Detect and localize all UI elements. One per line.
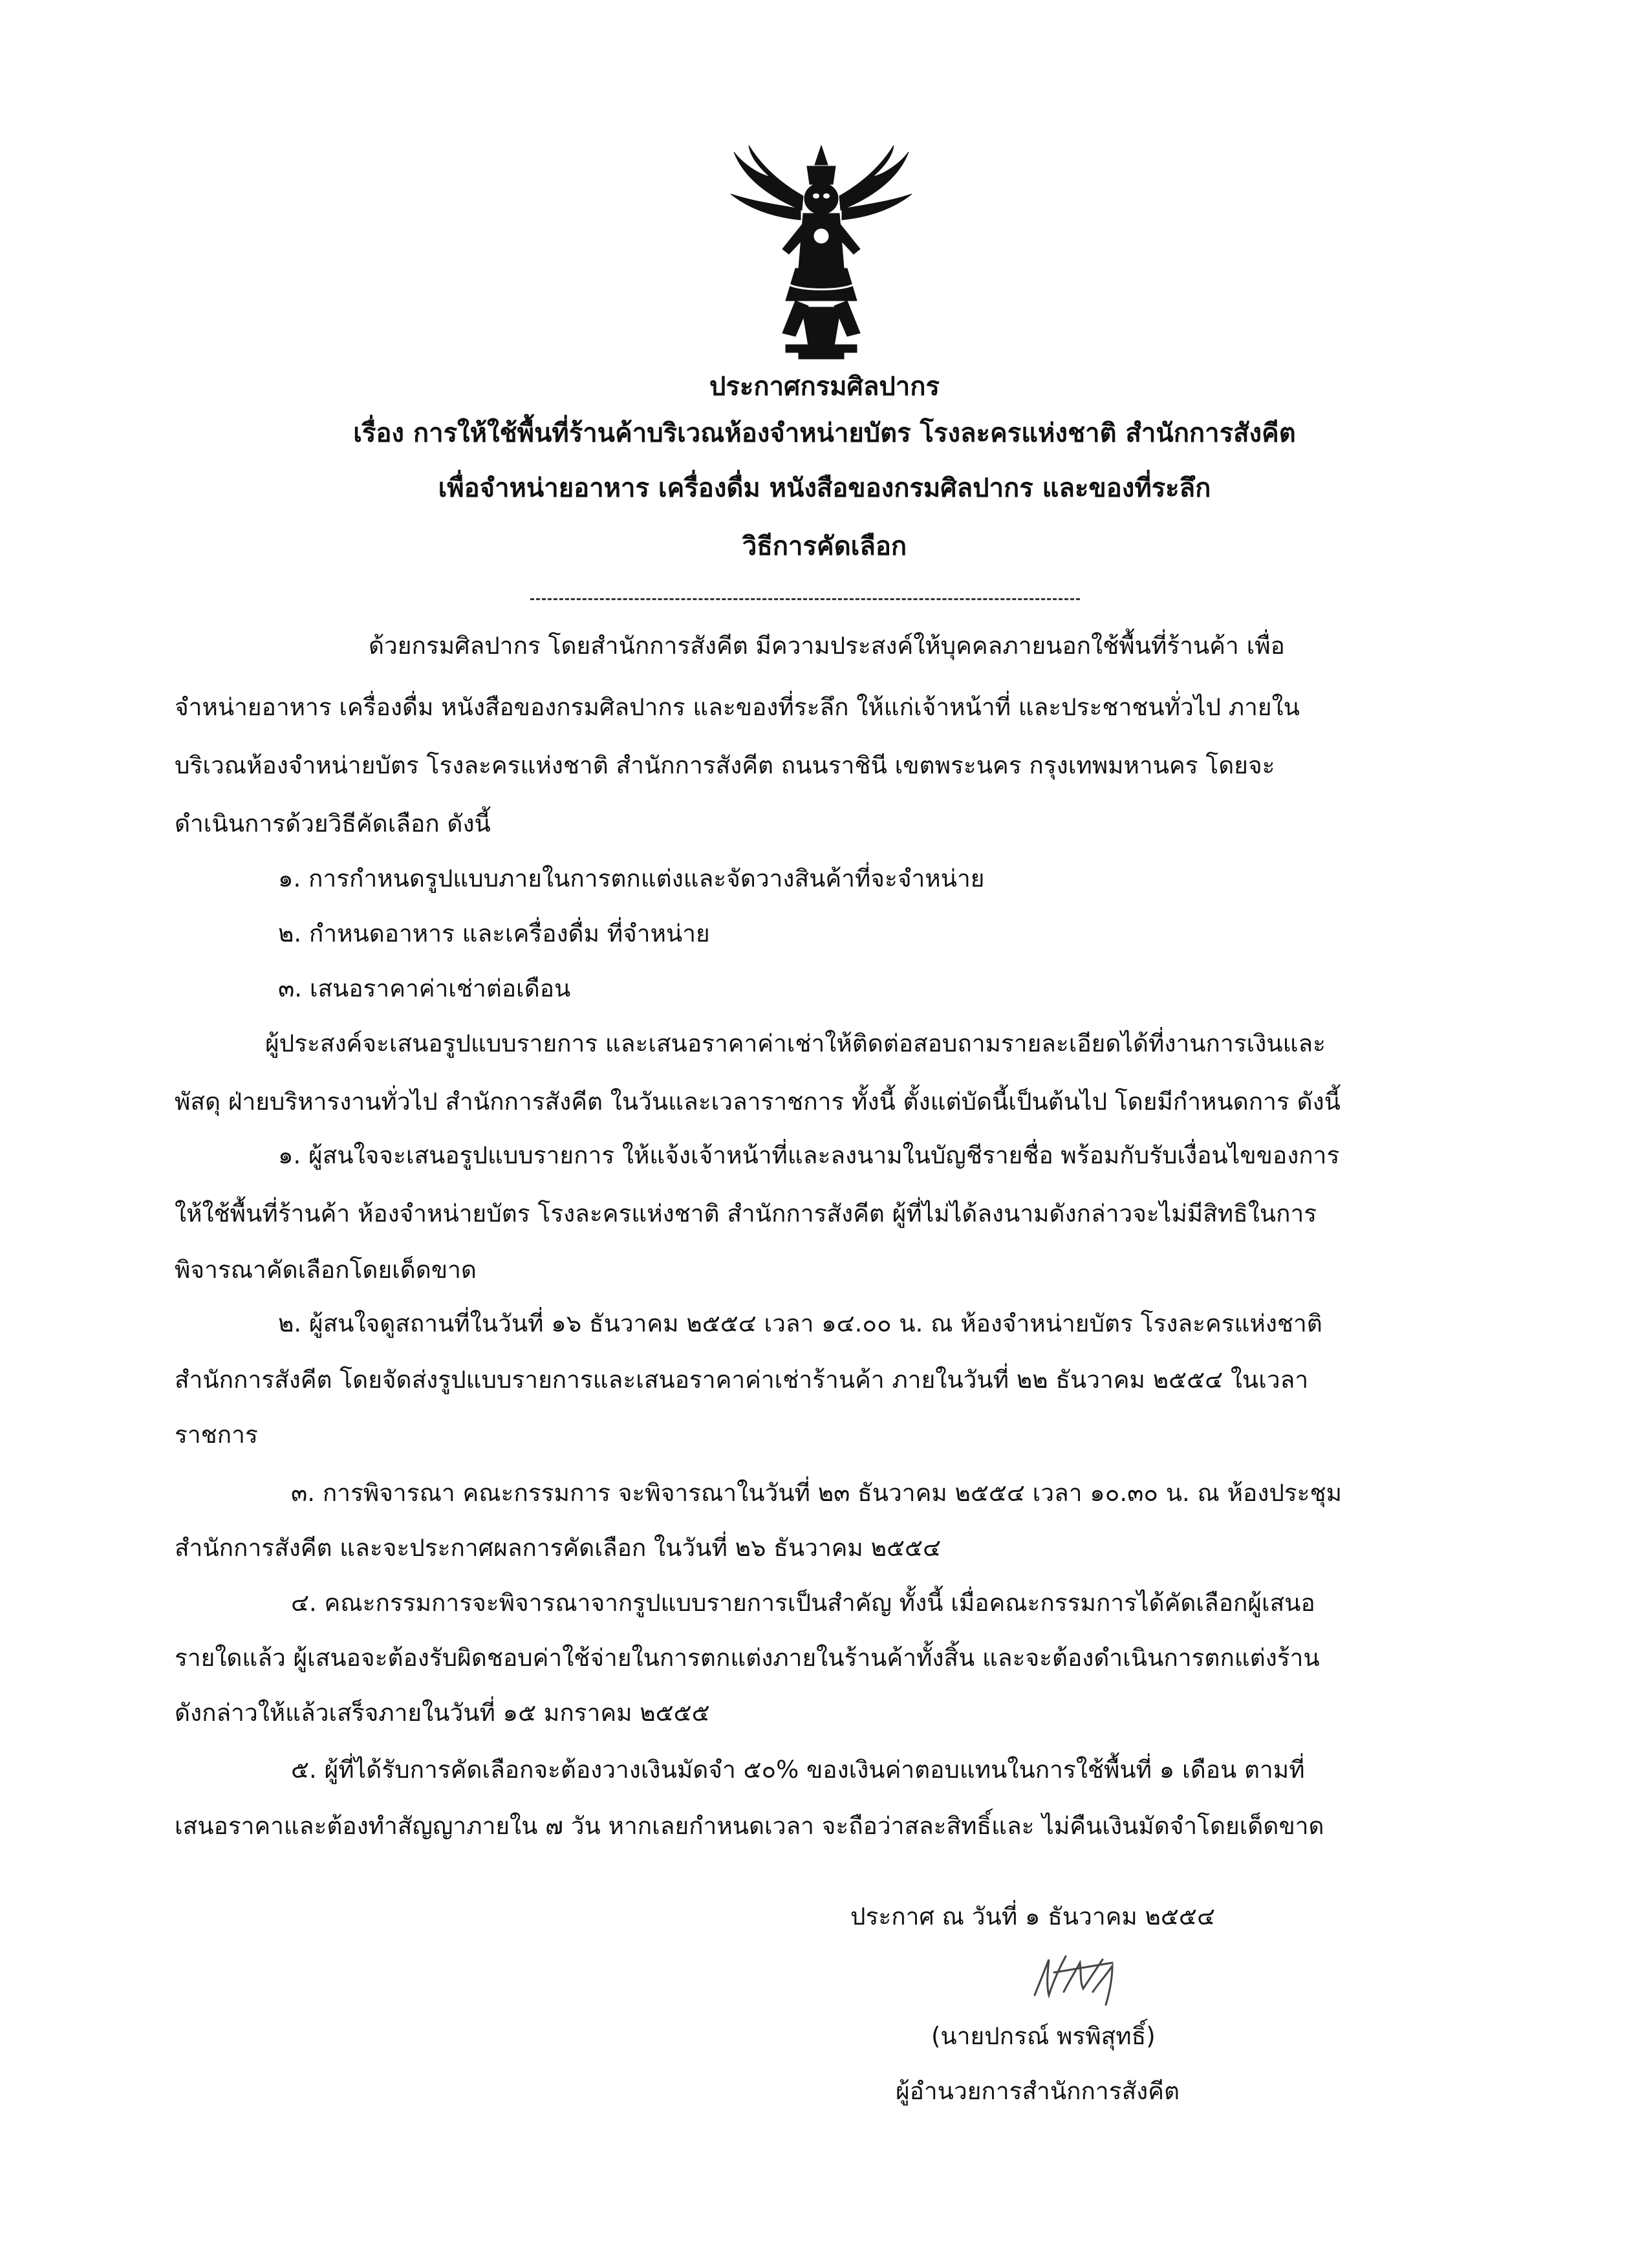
intro-line: ด้วยกรมศิลปากร โดยสำนักการสังคีต มีความประสงค์ให้บุคคลภายนอกใช้พื้นที่ร้านค้า เพื่อ <box>369 632 1285 660</box>
signer-name: (นายปกรณ์ พรพิสุทธิ์) <box>931 2022 1156 2050</box>
subject-line-3: วิธีการคัดเลือก <box>742 532 907 561</box>
schedule-item-3: สำนักการสังคีต และจะประกาศผลการคัดเลือก ในวันที่ ๒๖ ธันวาคม ๒๕๕๔ <box>175 1534 941 1562</box>
schedule-item-2: สำนักการสังคีต โดยจัดส่งรูปแบบรายการและเสนอราคาค่าเช่าร้านค้า ภายในวันที่ ๒๒ ธันวาคม ๒๕๕๔ ในเวลา <box>175 1366 1309 1394</box>
intro-line: ดำเนินการด้วยวิธีคัดเลือก ดังนี้ <box>175 810 491 837</box>
announcement-date: ประกาศ ณ วันที่ ๑ ธันวาคม ๒๕๕๔ <box>850 1903 1215 1930</box>
intro-line: จำหน่ายอาหาร เครื่องดื่ม หนังสือของกรมศิลปากร และของที่ระลึก ให้แก่เจ้าหน้าที่ และประชาชนทั่วไป ภายใน <box>175 693 1300 721</box>
handwritten-signature-icon <box>1015 1934 1145 2011</box>
schedule-item-5: เสนอราคาและต้องทำสัญญาภายใน ๗ วัน หากเลยกำหนดเวลา จะถือว่าสละสิทธิ์และ ไม่คืนเงินมัดจำโดยเด็ดขาด <box>175 1812 1324 1840</box>
criteria-item: ๑. การกำหนดรูปแบบภายในการตกแต่งและจัดวางสินค้าที่จะจำหน่าย <box>278 865 985 892</box>
contact-line: ผู้ประสงค์จะเสนอรูปแบบรายการ และเสนอราคาค่าเช่าให้ติดต่อสอบถามรายละเอียดได้ที่งานการเงินและ <box>265 1030 1326 1057</box>
announcement-title: ประกาศกรมศิลปากร <box>709 372 940 402</box>
contact-line: พัสดุ ฝ่ายบริหารงานทั่วไป สำนักการสังคีต ในวันและเวลาราชการ ทั้งนี้ ตั้งแต่บัดนี้เป็นต้นไป โดยมีกำหนดการ ดังนี้ <box>175 1088 1341 1116</box>
dashed-divider <box>530 598 1080 600</box>
schedule-item-3: ๓. การพิจารณา คณะกรรมการ จะพิจารณาในวันที่ ๒๓ ธันวาคม ๒๕๕๔ เวลา ๑๐.๓๐ น. ณ ห้องประชุม <box>291 1479 1342 1507</box>
schedule-item-5: ๕. ผู้ที่ได้รับการคัดเลือกจะต้องวางเงินมัดจำ ๕๐% ของเงินค่าตอบแทนในการใช้พื้นที่ ๑ เดือน ตามที่ <box>291 1756 1305 1784</box>
criteria-item: ๒. กำหนดอาหาร และเครื่องดื่ม ที่จำหน่าย <box>278 920 710 947</box>
schedule-item-4: ดังกล่าวให้แล้วเสร็จภายในวันที่ ๑๕ มกราคม ๒๕๕๕ <box>175 1699 710 1727</box>
intro-line: บริเวณห้องจำหน่ายบัตร โรงละครแห่งชาติ สำนักการสังคีต ถนนราชินี เขตพระนคร กรุงเทพมหานคร โดยจะ <box>175 751 1275 779</box>
schedule-item-1: ให้ใช้พื้นที่ร้านค้า ห้องจำหน่ายบัตร โรงละครแห่งชาติ สำนักการสังคีต ผู้ที่ไม่ได้ลงนามดังกล่าวจะไม่มีสิทธิในการ <box>175 1200 1317 1227</box>
subject-line-1: เรื่อง การให้ใช้พื้นที่ร้านค้าบริเวณห้องจำหน่ายบัตร โรงละครแห่งชาติ สำนักการสังคีต <box>353 418 1296 448</box>
schedule-item-4: รายใดแล้ว ผู้เสนอจะต้องรับผิดชอบค่าใช้จ่ายในการตกแต่งภายในร้านค้าทั้งสิ้น และจะต้องดำเนินการตกแต่งร้าน <box>175 1644 1320 1672</box>
schedule-item-2: ๒. ผู้สนใจดูสถานที่ในวันที่ ๑๖ ธันวาคม ๒๕๕๔ เวลา ๑๔.๐๐ น. ณ ห้องจำหน่ายบัตร โรงละครแห่งชาติ <box>278 1310 1322 1337</box>
signer-position: ผู้อำนวยการสำนักการสังคีต <box>896 2077 1180 2105</box>
schedule-item-2: ราชการ <box>175 1421 258 1449</box>
schedule-item-1: พิจารณาคัดเลือกโดยเด็ดขาด <box>175 1256 477 1284</box>
schedule-item-4: ๔. คณะกรรมการจะพิจารณาจากรูปแบบรายการเป็นสำคัญ ทั้งนี้ เมื่อคณะกรรมการได้คัดเลือกผู้เสนอ <box>291 1589 1315 1617</box>
garuda-emblem-icon <box>724 139 918 362</box>
subject-line-2: เพื่อจำหน่ายอาหาร เครื่องดื่ม หนังสือของกรมศิลปากร และของที่ระลึก <box>438 473 1211 503</box>
schedule-item-1: ๑. ผู้สนใจจะเสนอรูปแบบรายการ ให้แจ้งเจ้าหน้าที่และลงนามในบัญชีรายชื่อ พร้อมกับรับเงื่อนไขของการ <box>278 1141 1340 1169</box>
criteria-item: ๓. เสนอราคาค่าเช่าต่อเดือน <box>278 975 571 1002</box>
